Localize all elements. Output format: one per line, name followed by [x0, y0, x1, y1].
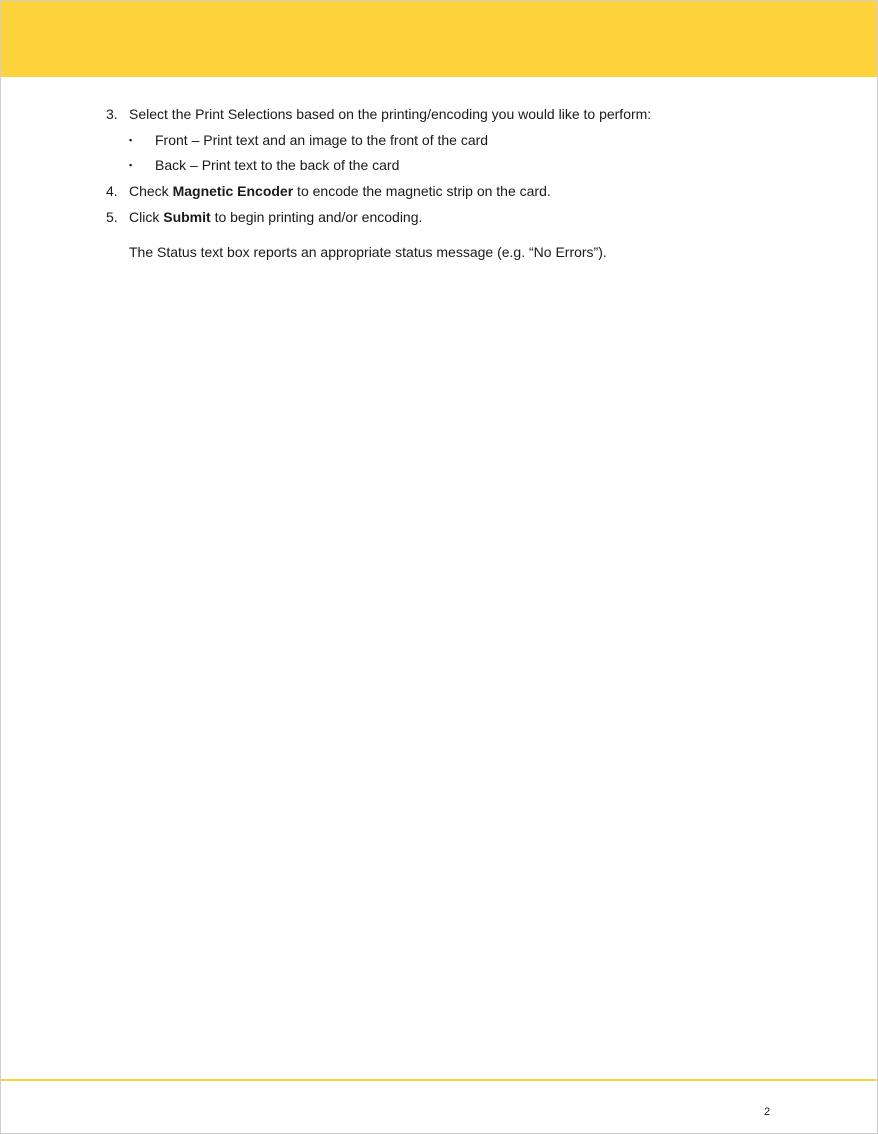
step-5: [106, 208, 422, 226]
step-text: Select the Print Selections based on the printing/encoding you would like to perform:: [129, 106, 652, 122]
step-number: 4.: [106, 183, 118, 199]
page-number: 2: [764, 1106, 771, 1118]
header-band: [1, 1, 877, 77]
step-3: [106, 105, 651, 123]
bullet-back: [129, 156, 399, 174]
footer-rule: [1, 1079, 877, 1081]
step-4: [106, 182, 551, 200]
square-bullet-icon: ▪: [129, 135, 133, 145]
bullet-text: Back – Print text to the back of the card: [155, 157, 400, 173]
step-text-after: to begin printing and/or encoding.: [210, 209, 423, 225]
step-number: 5.: [106, 209, 118, 225]
magnetic-encoder-label: Magnetic Encoder: [172, 183, 294, 199]
step-text-before: Click: [129, 209, 164, 225]
submit-label: Submit: [163, 209, 211, 225]
square-bullet-icon: ▪: [129, 160, 133, 170]
step-number: 3.: [106, 106, 118, 122]
status-note: The Status text box reports an appropriate status message (e.g. “No Errors”).: [129, 244, 607, 260]
step-text-after: to encode the magnetic strip on the card.: [293, 183, 551, 199]
step-text-before: Check: [129, 183, 173, 199]
bullet-text: Front – Print text and an image to the front of the card: [155, 132, 489, 148]
bullet-front: [129, 131, 488, 149]
